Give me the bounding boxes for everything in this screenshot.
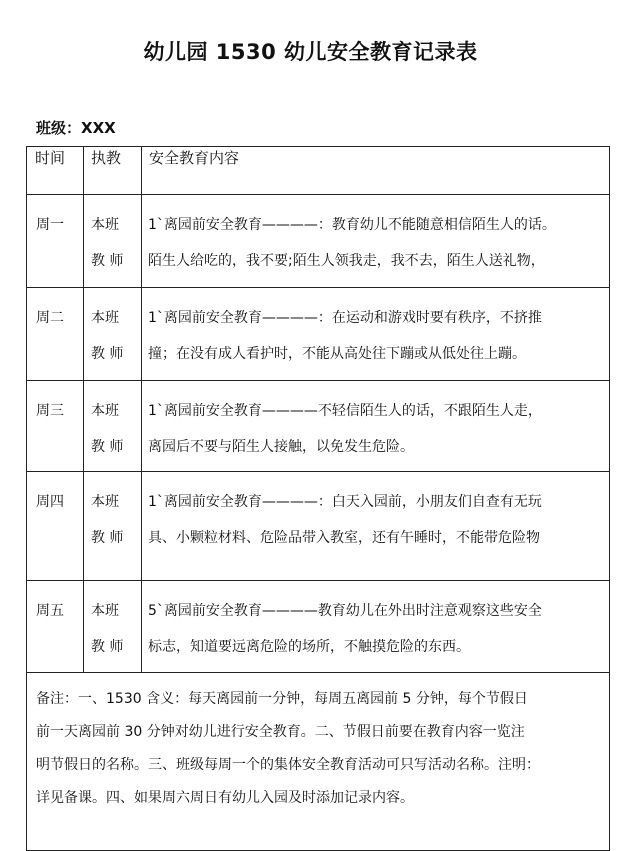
- safety-record-table: [26, 146, 610, 851]
- page-title: 幼儿园 1530 幼儿安全教育记录表: [143, 40, 478, 64]
- teacher-line-2: 教 师: [91, 639, 124, 655]
- content-cell: [142, 288, 610, 381]
- note-row: [27, 673, 610, 851]
- teacher-line-2: 教 师: [91, 253, 124, 269]
- content-line-2: 标志，知道要远离危险的场所，不触摸危险的东西。: [148, 639, 470, 655]
- note-line-4: 详见备课。四、如果周六周日有幼儿入园及时添加记录内容。: [36, 790, 414, 806]
- header-content: 安全教育内容: [142, 147, 610, 195]
- header-time: 时间: [27, 147, 84, 195]
- teacher-line-1: 本班: [91, 403, 119, 419]
- table-row: [27, 581, 610, 673]
- content-line-1: 1`离园前安全教育————：在运动和游戏时要有秩序，不挤推: [148, 310, 542, 326]
- content-line-2: 具、小颗粒材料、危险品带入教室，还有午睡时，不能带危险物: [148, 530, 540, 546]
- table-row: [27, 288, 610, 381]
- class-label: 班级：XXX: [36, 119, 116, 137]
- content-line-1: 1`离园前安全教育————：教育幼儿不能随意相信陌生人的话。: [148, 217, 556, 233]
- content-cell: [142, 381, 610, 472]
- table-row: [27, 472, 610, 581]
- content-line-1: 1`离园前安全教育————不轻信陌生人的话，不跟陌生人走，: [148, 403, 542, 419]
- teacher-cell: [84, 288, 142, 381]
- day-cell: 周五: [27, 581, 84, 673]
- header-teacher: 执教: [84, 147, 142, 195]
- content-line-2: 离园后不要与陌生人接触，以免发生危险。: [148, 439, 414, 455]
- teacher-line-1: 本班: [91, 603, 119, 619]
- content-line-1: 5`离园前安全教育————教育幼儿在外出时注意观察这些安全: [148, 603, 542, 619]
- teacher-line-1: 本班: [91, 310, 119, 326]
- teacher-line-2: 教 师: [91, 439, 124, 455]
- note-cell: [27, 673, 610, 851]
- note-line-1: 备注：一、1530 含义：每天离园前一分钟，每周五离园前 5 分钟，每个节假日: [36, 691, 528, 707]
- teacher-cell: [84, 581, 142, 673]
- teacher-line-2: 教 师: [91, 346, 124, 362]
- table-row: [27, 381, 610, 472]
- teacher-cell: [84, 195, 142, 288]
- teacher-line-1: 本班: [91, 494, 119, 510]
- table-row: [27, 195, 610, 288]
- content-cell: [142, 472, 610, 581]
- content-line-2: 撞；在没有成人看护时，不能从高处往下蹦或从低处往上蹦。: [148, 346, 526, 362]
- content-cell: [142, 195, 610, 288]
- teacher-line-1: 本班: [91, 217, 119, 233]
- teacher-cell: [84, 381, 142, 472]
- teacher-line-2: 教 师: [91, 530, 124, 546]
- content-cell: [142, 581, 610, 673]
- day-cell: 周三: [27, 381, 84, 472]
- teacher-cell: [84, 472, 142, 581]
- day-cell: 周二: [27, 288, 84, 381]
- content-line-1: 1`离园前安全教育————：白天入园前，小朋友们自查有无玩: [148, 494, 542, 510]
- table-header-row: [27, 147, 610, 195]
- note-line-3: 明节假日的名称。三、班级每周一个的集体安全教育活动可只写活动名称。注明：: [36, 757, 540, 773]
- note-line-2: 前一天离园前 30 分钟对幼儿进行安全教育。二、节假日前要在教育内容一览注: [36, 724, 525, 740]
- day-cell: 周一: [27, 195, 84, 288]
- content-line-2: 陌生人给吃的，我不要;陌生人领我走，我不去，陌生人送礼物，: [148, 253, 545, 269]
- day-cell: 周四: [27, 472, 84, 581]
